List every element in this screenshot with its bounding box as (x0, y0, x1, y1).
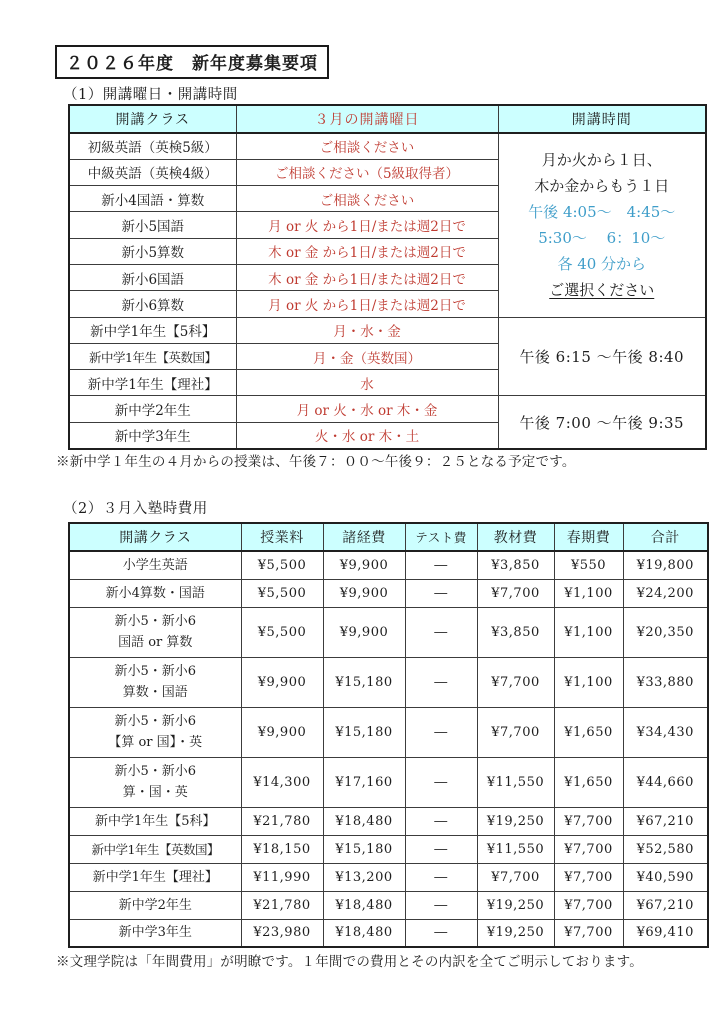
fee-value-cell: ¥7,700 (477, 863, 554, 891)
fee-value-cell: ¥19,250 (477, 891, 554, 919)
fee-value-cell: ¥1,650 (554, 757, 623, 807)
fee-row (69, 707, 708, 757)
fee-value-cell: ¥67,210 (623, 807, 708, 835)
fee-row (69, 891, 708, 919)
fee-header-test: テスト費 (405, 523, 477, 551)
fee-value-cell: ¥67,210 (623, 891, 708, 919)
fee-row (69, 657, 708, 707)
fee-value-cell: ¥20,350 (623, 607, 708, 657)
fee-class-cell (69, 607, 241, 657)
fee-value-cell: ― (405, 757, 477, 807)
fee-value-cell: ¥7,700 (477, 707, 554, 757)
class-cell: 新小5算数 (69, 238, 236, 264)
fee-value-cell: ¥550 (554, 551, 623, 579)
fee-value-cell: ― (405, 891, 477, 919)
fee-class-cell: 新中学3年生 (69, 919, 241, 947)
time-line-1: 月か火から１日、 (541, 151, 662, 170)
fee-value-cell: ¥7,700 (477, 579, 554, 607)
fee-value-cell: ¥19,250 (477, 807, 554, 835)
fee-value-cell: ¥1,650 (554, 707, 623, 757)
fee-class-line-1: 新小5・新小6 (114, 664, 197, 679)
fee-value-cell: ¥18,150 (241, 835, 323, 863)
fee-value-cell: ¥3,850 (477, 607, 554, 657)
fee-row (69, 579, 708, 607)
time-line-6: ご選択ください (549, 281, 655, 300)
fee-value-cell: ¥24,200 (623, 579, 708, 607)
time-cell-junior1: 午後 6:15 ～午後 8:40 (498, 317, 706, 396)
fee-value-cell: ― (405, 863, 477, 891)
fee-value-cell: ¥7,700 (554, 807, 623, 835)
schedule-header-time: 開講時間 (498, 105, 706, 133)
fee-class-cell: 新小4算数・国語 (69, 579, 241, 607)
fee-class-line-2: 【算 or 国】・英 (108, 735, 203, 750)
fee-value-cell: ¥1,100 (554, 657, 623, 707)
fee-value-cell: ¥1,100 (554, 579, 623, 607)
fee-value-cell: ¥9,900 (323, 607, 405, 657)
class-cell: 新中学1年生【理社】 (69, 370, 236, 396)
fee-header-spring: 春期費 (554, 523, 623, 551)
section-2-heading: （2）３月入塾時費用 (63, 501, 208, 517)
class-cell: 新小6算数 (69, 291, 236, 317)
fee-header-row (69, 523, 708, 551)
fee-table (68, 522, 709, 948)
note-schedule: ※新中学１年生の４月からの授業は、午後７：００～午後９：２５となる予定です。 (56, 454, 576, 470)
fee-value-cell: ― (405, 835, 477, 863)
day-cell: 火・水 or 木・土 (236, 422, 498, 448)
day-cell: ご相談ください (236, 186, 498, 212)
fee-class-line-2: 国語 or 算数 (118, 635, 193, 650)
fee-value-cell: ¥9,900 (241, 657, 323, 707)
fee-value-cell: ¥18,480 (323, 891, 405, 919)
section-1-heading: （1）開講曜日・開講時間 (63, 87, 238, 103)
fee-value-cell: ¥15,180 (323, 657, 405, 707)
fee-value-cell: ¥19,250 (477, 919, 554, 947)
fee-value-cell: ¥3,850 (477, 551, 554, 579)
fee-value-cell: ¥52,580 (623, 835, 708, 863)
schedule-row (69, 317, 706, 343)
fee-value-cell: ¥33,880 (623, 657, 708, 707)
fee-value-cell: ― (405, 607, 477, 657)
schedule-header-row (69, 105, 706, 133)
fee-class-line-2: 算・国・英 (122, 785, 188, 800)
schedule-row (69, 133, 706, 159)
time-cell-junior23: 午後 7:00 ～午後 9:35 (498, 396, 706, 449)
page-title: ２０２６年度 新年度募集要項 (55, 45, 329, 79)
fee-value-cell: ¥19,800 (623, 551, 708, 579)
fee-value-cell: ¥44,660 (623, 757, 708, 807)
fee-value-cell: ¥21,780 (241, 807, 323, 835)
fee-class-cell (69, 707, 241, 757)
fee-value-cell: ¥69,410 (623, 919, 708, 947)
fee-class-line-1: 新小5・新小6 (114, 714, 197, 729)
fee-value-cell: ¥9,900 (323, 579, 405, 607)
class-cell: 新中学2年生 (69, 396, 236, 422)
fee-header-class: 開講クラス (69, 523, 241, 551)
day-cell: 月・水・金 (236, 317, 498, 343)
fee-class-cell: 新中学1年生【理社】 (69, 863, 241, 891)
fee-value-cell: ¥15,180 (323, 835, 405, 863)
fee-header-tuition: 授業料 (241, 523, 323, 551)
day-cell: 木 or 金 から1日/または週2日で (236, 264, 498, 290)
class-cell: 初級英語（英検5級） (69, 133, 236, 159)
schedule-table (68, 104, 707, 450)
fee-value-cell: ¥40,590 (623, 863, 708, 891)
fee-value-cell: ¥11,550 (477, 757, 554, 807)
class-cell: 新小5国語 (69, 212, 236, 238)
fee-value-cell: ¥17,160 (323, 757, 405, 807)
fee-value-cell: ¥9,900 (241, 707, 323, 757)
fee-class-cell: 新中学1年生【英数国】 (69, 835, 241, 863)
fee-value-cell: ¥7,700 (554, 835, 623, 863)
fee-value-cell: ¥7,700 (554, 863, 623, 891)
fee-class-line-1: 新小5・新小6 (114, 614, 197, 629)
fee-value-cell: ¥18,480 (323, 919, 405, 947)
fee-value-cell: ¥9,900 (323, 551, 405, 579)
fee-value-cell: ― (405, 919, 477, 947)
day-cell: 水 (236, 370, 498, 396)
fee-value-cell: ― (405, 707, 477, 757)
fee-class-cell: 小学生英語 (69, 551, 241, 579)
fee-value-cell: ¥13,200 (323, 863, 405, 891)
fee-row (69, 835, 708, 863)
class-cell: 中級英語（英検4級） (69, 159, 236, 185)
class-cell: 新小4国語・算数 (69, 186, 236, 212)
class-cell: 新中学1年生【5科】 (69, 317, 236, 343)
class-cell: 新小6国語 (69, 264, 236, 290)
fee-row (69, 551, 708, 579)
fee-header-total: 合計 (623, 523, 708, 551)
fee-class-cell: 新中学2年生 (69, 891, 241, 919)
fee-value-cell: ― (405, 807, 477, 835)
day-cell: ご相談ください（5級取得者） (236, 159, 498, 185)
fee-row (69, 607, 708, 657)
day-cell: 月 or 火・水 or 木・金 (236, 396, 498, 422)
fee-class-cell (69, 757, 241, 807)
time-line-2: 木か金からもう１日 (534, 177, 670, 196)
fee-value-cell: ¥11,990 (241, 863, 323, 891)
fee-value-cell: ― (405, 657, 477, 707)
fee-value-cell: ¥7,700 (554, 891, 623, 919)
fee-class-line-2: 算数・国語 (122, 685, 188, 700)
schedule-row (69, 396, 706, 422)
fee-value-cell: ¥15,180 (323, 707, 405, 757)
fee-class-line-1: 新小5・新小6 (114, 764, 197, 779)
fee-value-cell: ― (405, 579, 477, 607)
fee-row (69, 757, 708, 807)
fee-value-cell: ¥7,700 (477, 657, 554, 707)
fee-header-materials: 教材費 (477, 523, 554, 551)
fee-row (69, 807, 708, 835)
fee-class-cell: 新中学1年生【5科】 (69, 807, 241, 835)
time-line-5: 各 40 分から (557, 255, 647, 274)
fee-value-cell: ¥1,100 (554, 607, 623, 657)
day-cell: 月 or 火 から1日/または週2日で (236, 212, 498, 238)
fee-value-cell: ¥21,780 (241, 891, 323, 919)
fee-value-cell: ¥14,300 (241, 757, 323, 807)
fee-row (69, 863, 708, 891)
day-cell: 月 or 火 から1日/または週2日で (236, 291, 498, 317)
fee-value-cell: ¥5,500 (241, 551, 323, 579)
fee-value-cell: ¥7,700 (554, 919, 623, 947)
schedule-header-day: ３月の開講曜日 (236, 105, 498, 133)
schedule-header-class: 開講クラス (69, 105, 236, 133)
time-line-4: 5:30～ 6：10～ (538, 229, 666, 248)
fee-value-cell: ¥5,500 (241, 607, 323, 657)
class-cell: 新中学3年生 (69, 422, 236, 448)
time-line-3: 午後 4:05～ 4:45～ (528, 203, 676, 222)
fee-value-cell: ¥34,430 (623, 707, 708, 757)
fee-header-misc: 諸経費 (323, 523, 405, 551)
class-cell: 新中学1年生【英数国】 (69, 343, 236, 369)
day-cell: ご相談ください (236, 133, 498, 159)
fee-class-cell (69, 657, 241, 707)
fee-value-cell: ¥18,480 (323, 807, 405, 835)
fee-value-cell: ¥11,550 (477, 835, 554, 863)
day-cell: 木 or 金 から1日/または週2日で (236, 238, 498, 264)
fee-row (69, 919, 708, 947)
time-cell-elementary (498, 133, 706, 317)
note-fees: ※文理学院は「年間費用」が明瞭です。１年間での費用とその内訳を全てご明示しております。 (56, 954, 643, 970)
fee-value-cell: ― (405, 551, 477, 579)
day-cell: 月・金（英数国） (236, 343, 498, 369)
fee-value-cell: ¥23,980 (241, 919, 323, 947)
fee-value-cell: ¥5,500 (241, 579, 323, 607)
